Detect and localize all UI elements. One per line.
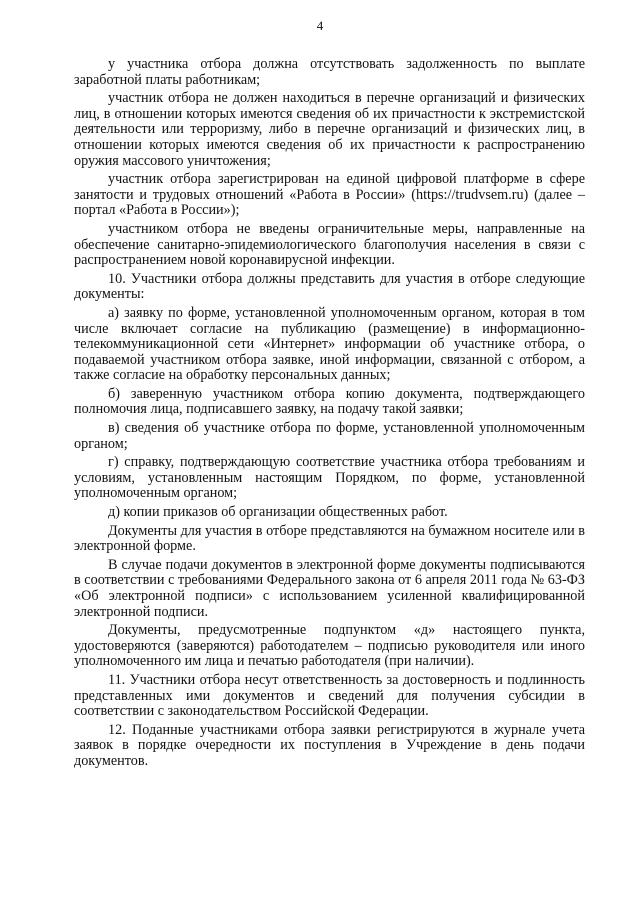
paragraph-certification: Документы, предусмотренные подпунктом «д» настоящего пункта, удостоверяются (заверяются) работодателем – подписью руководителя или иного уполномоченного им лица и печатью работодателя (при наличии).	[74, 622, 585, 670]
paragraph-subitem-v: в) сведения об участнике отбора по форме, установленной уполномоченным органом;	[74, 420, 585, 452]
paragraph-item-12: 12. Поданные участниками отбора заявки регистрируются в журнале учета заявок в порядке очередности их поступления в Учреждение в день подачи документов.	[74, 721, 585, 769]
paragraph-document-format: Документы для участия в отборе представляются на бумажном носителе или в электронной форме.	[74, 522, 585, 555]
paragraph-subitem-d: д) копии приказов об организации общественных работ.	[108, 504, 448, 521]
document-body	[74, 57, 585, 770]
paragraph-subitem-g: г) справку, подтверждающую соответствие участника отбора требованиям и условиям, установленным настоящим Порядком, по форме, установленной уполномоченным органом;	[74, 454, 585, 502]
paragraph-item-11: 11. Участники отбора несут ответственность за достоверность и подлинность представленных ими документов и сведений для получения субсидии в соответствии с законодательством Российской Федерации.	[74, 671, 585, 720]
paragraph-portal-registration: участник отбора зарегистрирован на единой цифровой платформе в сфере занятости и трудовых отношений «Работа в России» (https://trudvsem.ru) (далее – портал «Работа в России»);	[74, 171, 585, 219]
page-number: 4	[316, 18, 324, 33]
paragraph-item-10: 10. Участники отбора должны представить для участия в отборе следующие документы:	[74, 270, 585, 303]
paragraph-restrictive-measures: участником отбора не введены ограничительные меры, направленные на обеспечение санитарно-эпидемиологического благополучия населения в связи с распространением новой коронавирусной инфекции.	[74, 220, 585, 269]
paragraph-no-wage-arrears: у участника отбора должна отсутствовать задолженность по выплате заработной платы работникам;	[74, 56, 585, 88]
paragraph-subitem-a: а) заявку по форме, установленной уполномоченным органом, которая в том числе включает согласие на публикацию (размещение) в информационно-телекоммуникационной сети «Интернет» информации об участнике отбора, о подаваемой участником отбора заявке, иной информации, связанной с отбором, а также согласие на обработку персональных данных;	[74, 304, 585, 384]
paragraph-electronic-signature: В случае подачи документов в электронной форме документы подписываются в соответствии с требованиями Федерального закона от 6 апреля 2011 года № 63-ФЗ «Об электронной подписи» с использованием усиленной квалифицированной электронной подписи.	[74, 556, 585, 620]
paragraph-extremism-list: участник отбора не должен находиться в перечне организаций и физических лиц, в отношении которых имеются сведения об их причастности к экстремистской деятельности или терроризму, либо в перечне организаций и физических лиц, в отношении которых имеются сведения об их причастности к распространению оружия массового уничтожения;	[74, 90, 585, 169]
paragraph-subitem-b: б) заверенную участником отбора копию документа, подтверждающего полномочия лица, подписавшего заявку, на подачу такой заявки;	[74, 385, 585, 418]
